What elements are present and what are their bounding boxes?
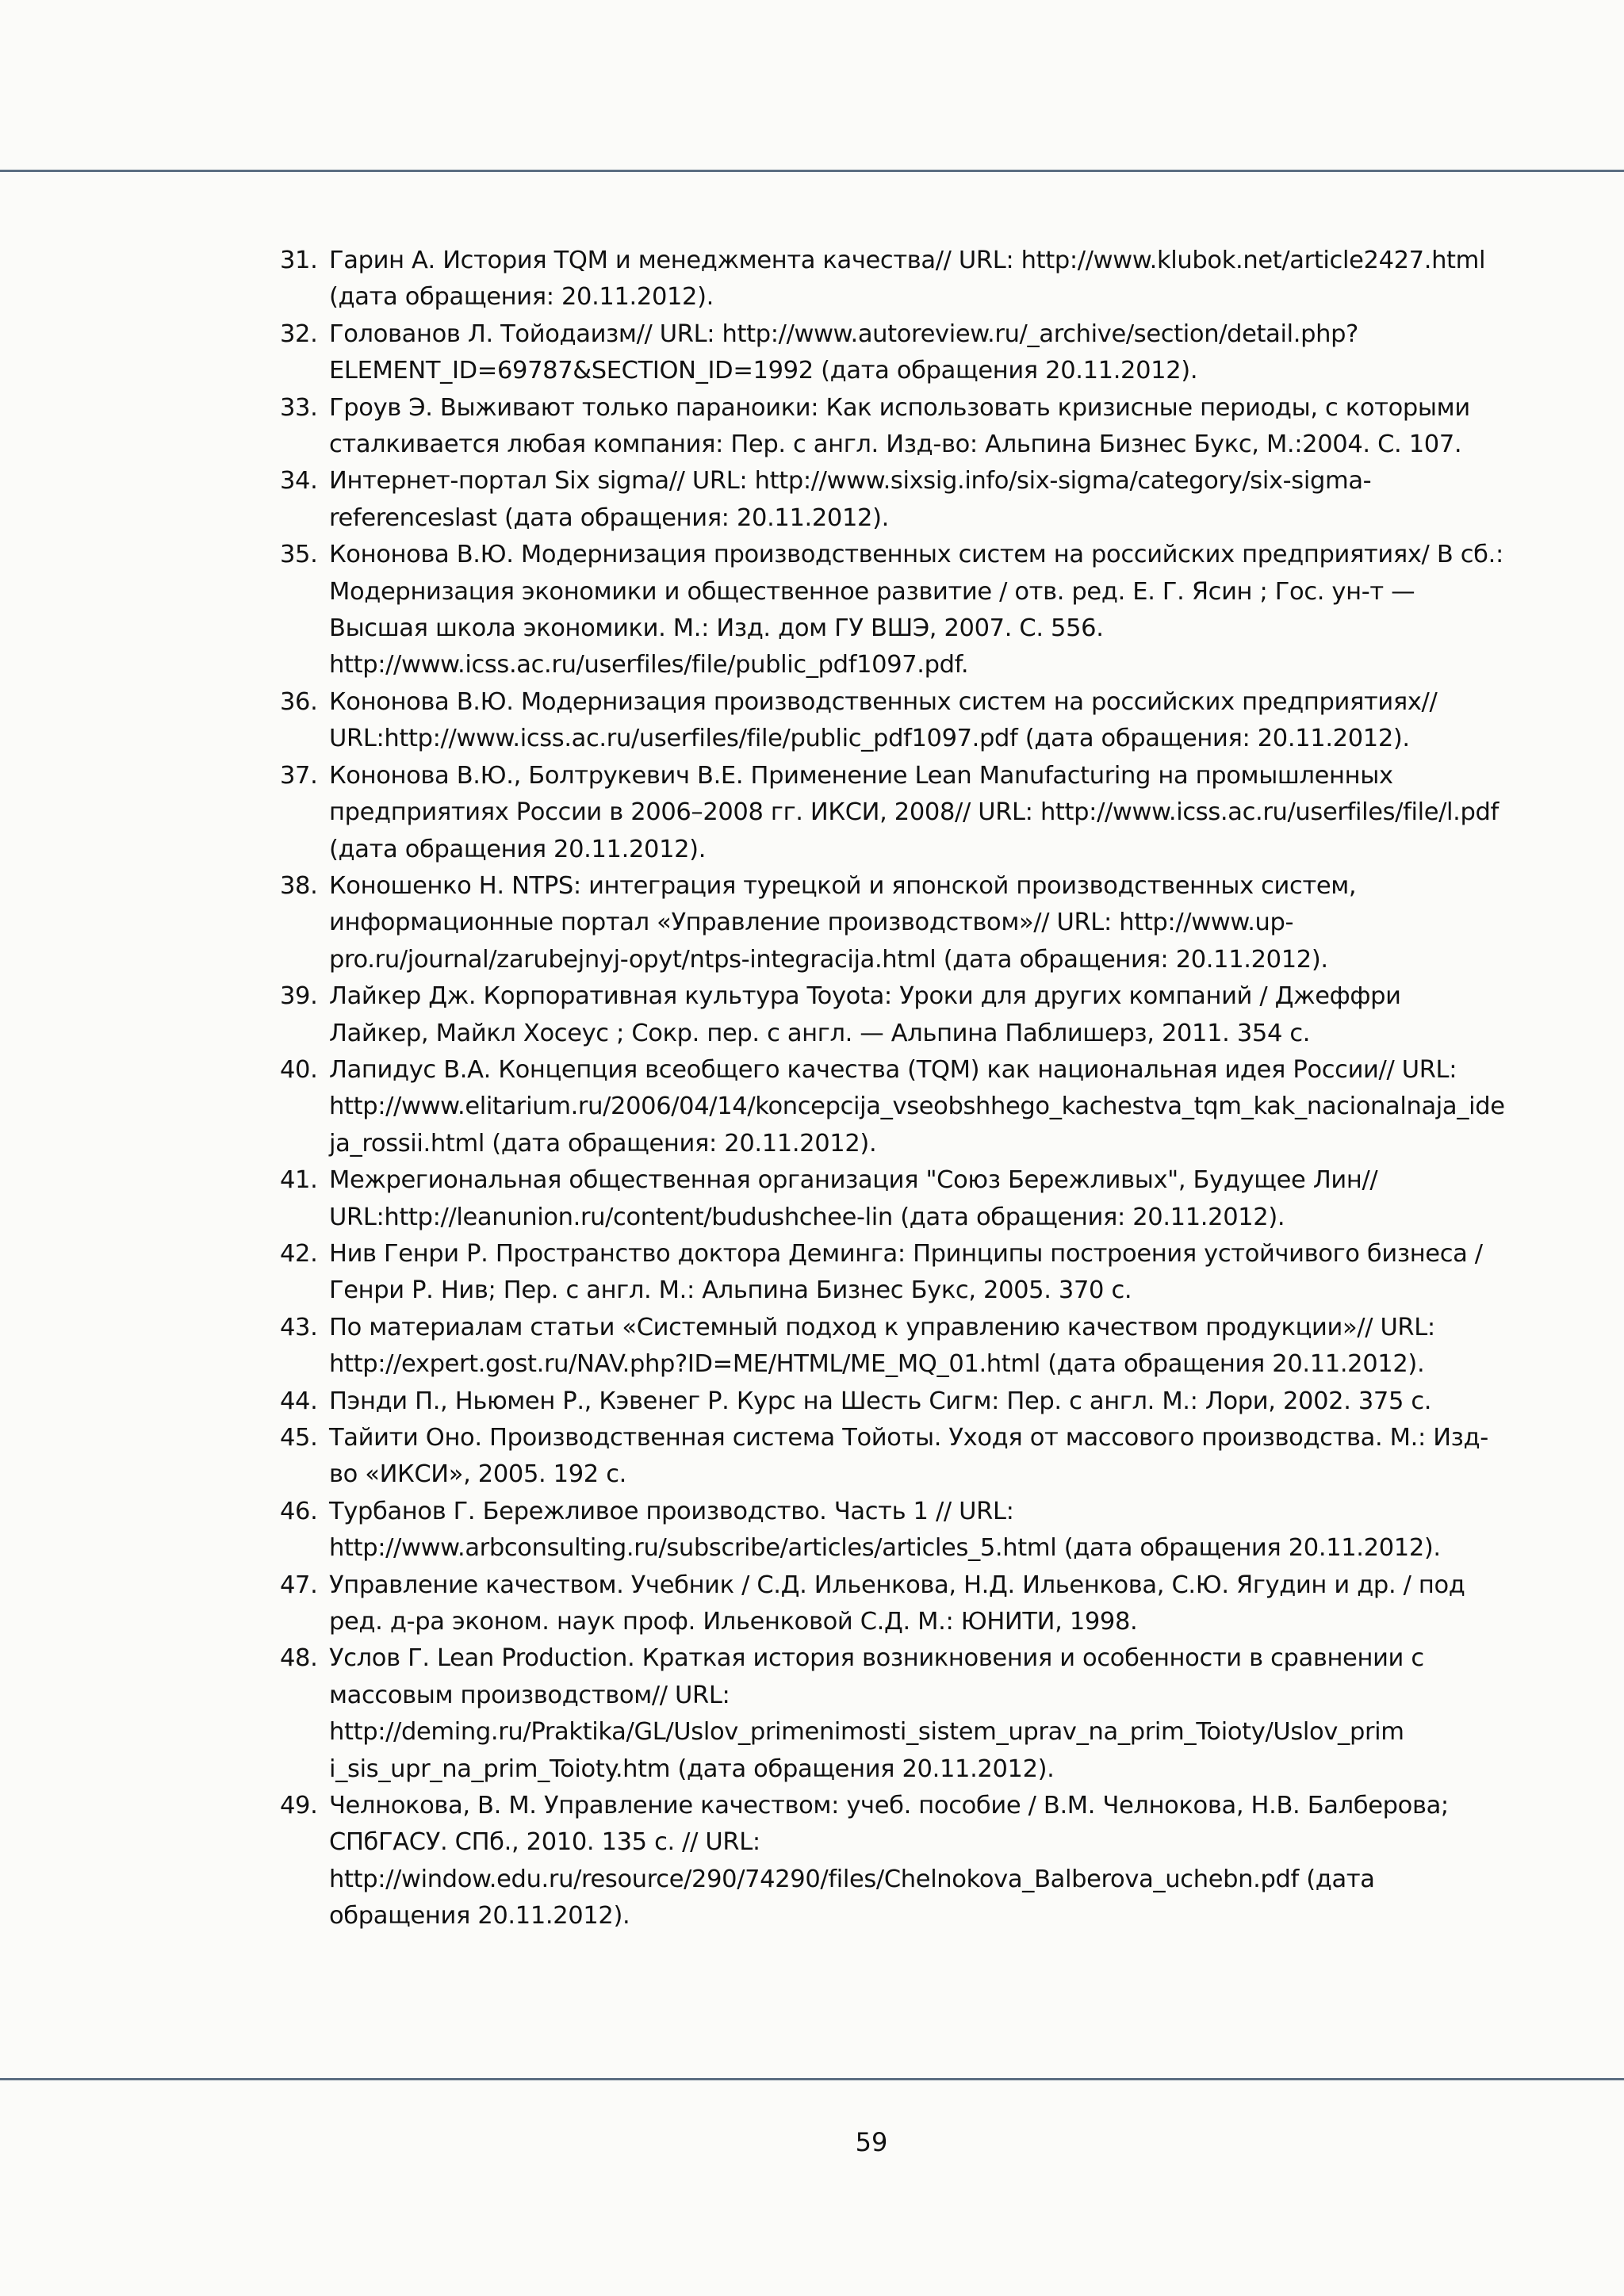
reference-item bbox=[280, 1788, 1505, 1935]
reference-text: Турбанов Г. Бережливое производство. Часть 1 // URL: http://www.arbconsulting.ru/subscribe/articles/articles_5.html (дата обращения 20.11.2012). bbox=[329, 1497, 1441, 1563]
reference-item bbox=[280, 1383, 1505, 1420]
reference-text: Управление качеством. Учебник / С.Д. Ильенкова, Н.Д. Ильенкова, С.Ю. Ягудин и др. / под ред. д-ра эконом. наук проф. Ильенковой С.Д. М.: ЮНИТИ, 1998. bbox=[329, 1571, 1465, 1636]
reference-item bbox=[280, 1236, 1505, 1310]
reference-text: Пэнди П., Ньюмен Р., Кэвенег Р. Курс на Шесть Сигм: Пер. с англ. М.: Лори, 2002. 375 с. bbox=[329, 1387, 1432, 1415]
reference-item bbox=[280, 316, 1505, 390]
reference-number: 44. bbox=[280, 1387, 318, 1415]
reference-item bbox=[280, 463, 1505, 537]
reference-text: Коношенко Н. NTPS: интеграция турецкой и японской производственных систем, информационные портал «Управление производством»// URL: http://www.up-pro.ru/journal/zarubejnyj-opyt/ntps-integracija.html (дата обращения: 20.11.2012). bbox=[329, 871, 1357, 974]
reference-number: 39. bbox=[280, 982, 318, 1011]
reference-text: Гроув Э. Выживают только параноики: Как использовать кризисные периоды, с которыми сталкивается любая компания: Пер. с англ. Изд-во: Альпина Бизнес Букс, М.:2004. С. 107. bbox=[329, 393, 1470, 459]
reference-text: Услов Г. Lean Production. Краткая история возникновения и особенности в сравнении с массовым производством// URL: http://deming.ru/Praktika/GL/Uslov_primenimosti_sistem_uprav_na_prim_Toioty/Uslov_prim i_sis_upr_na_prim_Toioty.htm (дата обращения 20.11.2012). bbox=[329, 1644, 1424, 1783]
reference-item bbox=[280, 1494, 1505, 1567]
reference-number: 43. bbox=[280, 1313, 318, 1341]
reference-item bbox=[280, 1640, 1505, 1788]
reference-text: Гарин А. История TQM и менеджмента качества// URL: http://www.klubok.net/article2427.html (дата обращения: 20.11.2012). bbox=[329, 247, 1486, 312]
reference-number: 38. bbox=[280, 871, 318, 900]
reference-number: 46. bbox=[280, 1497, 318, 1525]
reference-number: 33. bbox=[280, 393, 318, 422]
reference-item bbox=[280, 868, 1505, 978]
reference-item bbox=[280, 390, 1505, 464]
reference-item bbox=[280, 1310, 1505, 1383]
reference-number: 36. bbox=[280, 687, 318, 716]
reference-number: 31. bbox=[280, 247, 318, 274]
reference-item bbox=[280, 1052, 1505, 1162]
reference-text: Нив Генри Р. Пространство доктора Деминга: Принципы построения устойчивого бизнеса / Генри Р. Нив; Пер. с англ. М.: Альпина Бизнес Букс, 2005. 370 с. bbox=[329, 1239, 1483, 1305]
reference-text: Голованов Л. Тойодаизм// URL: http://www.autoreview.ru/_archive/section/detail.php?ELEMENT_ID=69787&SECTION_ID=1992 (дата обращения 20.11.2012). bbox=[329, 320, 1358, 385]
reference-text: Тайити Оно. Производственная система Тойоты. Уходя от массового производства. М.: Изд-во «ИКСИ», 2005. 192 с. bbox=[329, 1424, 1488, 1489]
reference-list bbox=[280, 243, 1505, 1935]
reference-item bbox=[280, 978, 1505, 1052]
reference-item bbox=[280, 684, 1505, 758]
reference-number: 41. bbox=[280, 1166, 318, 1195]
reference-item bbox=[280, 243, 1505, 316]
footer-rule bbox=[0, 2078, 1624, 2080]
reference-text: По материалам статьи «Системный подход к управлению качеством продукции»// URL: http://expert.gost.ru/NAV.php?ID=ME/HTML/ME_MQ_01.html (дата обращения 20.11.2012). bbox=[329, 1313, 1435, 1379]
reference-item bbox=[280, 1567, 1505, 1641]
reference-text: Кононова В.Ю. Модернизация производственных систем на российских предприятиях// URL:http://www.icss.ac.ru/userfiles/file/public_pdf1097.pdf (дата обращения: 20.11.2012). bbox=[329, 687, 1438, 753]
reference-number: 47. bbox=[280, 1571, 318, 1599]
reference-number: 45. bbox=[280, 1424, 318, 1452]
reference-text: Кононова В.Ю., Болтрукевич В.Е. Применение Lean Manufacturing на промышленных предприятиях России в 2006–2008 гг. ИКСИ, 2008// URL: http://www.icss.ac.ru/userfiles/file/l.pdf (дата обращения 20.11.2012). bbox=[329, 761, 1499, 863]
reference-item bbox=[280, 1420, 1505, 1494]
reference-number: 37. bbox=[280, 761, 318, 790]
reference-text: Кононова В.Ю. Модернизация производственных систем на российских предприятиях/ В сб.: Модернизация экономики и общественное развитие / отв. ред. Е. Г. Ясин ; Гос. ун-т — Высшая школа экономики. М.: Изд. дом ГУ ВШЭ, 2007. С. 556. http://www.icss.ac.ru/userfiles/file/public_pdf1097.pdf. bbox=[329, 541, 1503, 679]
reference-number: 34. bbox=[280, 467, 318, 496]
reference-text: Межрегиональная общественная организация "Союз Бережливых", Будущее Лин// URL:http://leanunion.ru/content/budushchee-lin (дата обращения: 20.11.2012). bbox=[329, 1166, 1378, 1231]
reference-text: Лапидус В.А. Концепция всеобщего качества (TQM) как национальная идея России// URL: http://www.elitarium.ru/2006/04/14/koncepcija_vseobshhego_kachestva_tqm_kak_nacionalnaja_ideja_rossii.html (дата обращения: 20.11.2012). bbox=[329, 1055, 1505, 1158]
reference-number: 40. bbox=[280, 1055, 318, 1084]
reference-number: 35. bbox=[280, 541, 318, 569]
reference-number: 32. bbox=[280, 320, 318, 348]
reference-item bbox=[280, 537, 1505, 684]
page-number: 59 bbox=[855, 2127, 888, 2157]
reference-item bbox=[280, 758, 1505, 868]
reference-text: Интернет-портал Six sigma// URL: http://www.sixsig.info/six-sigma/category/six-sigma-referenceslast (дата обращения: 20.11.2012). bbox=[329, 467, 1372, 532]
reference-number: 42. bbox=[280, 1239, 318, 1268]
header-rule bbox=[0, 170, 1624, 172]
reference-item bbox=[280, 1162, 1505, 1236]
reference-text: Лайкер Дж. Корпоративная культура Toyota: Уроки для других компаний / Джеффри Лайкер, Майкл Хосеус ; Сокр. пер. с англ. — Альпина Паблишерз, 2011. 354 с. bbox=[329, 982, 1401, 1047]
reference-text: Челнокова, В. М. Управление качеством: учеб. пособие / В.М. Челнокова, Н.В. Балберова; СПбГАСУ. СПб., 2010. 135 с. // URL: http://window.edu.ru/resource/290/74290/files/Chelnokova_Balberova_uchebn.pdf (дата обращения 20.11.2012). bbox=[329, 1792, 1449, 1931]
reference-number: 48. bbox=[280, 1644, 318, 1673]
reference-number: 49. bbox=[280, 1792, 318, 1820]
